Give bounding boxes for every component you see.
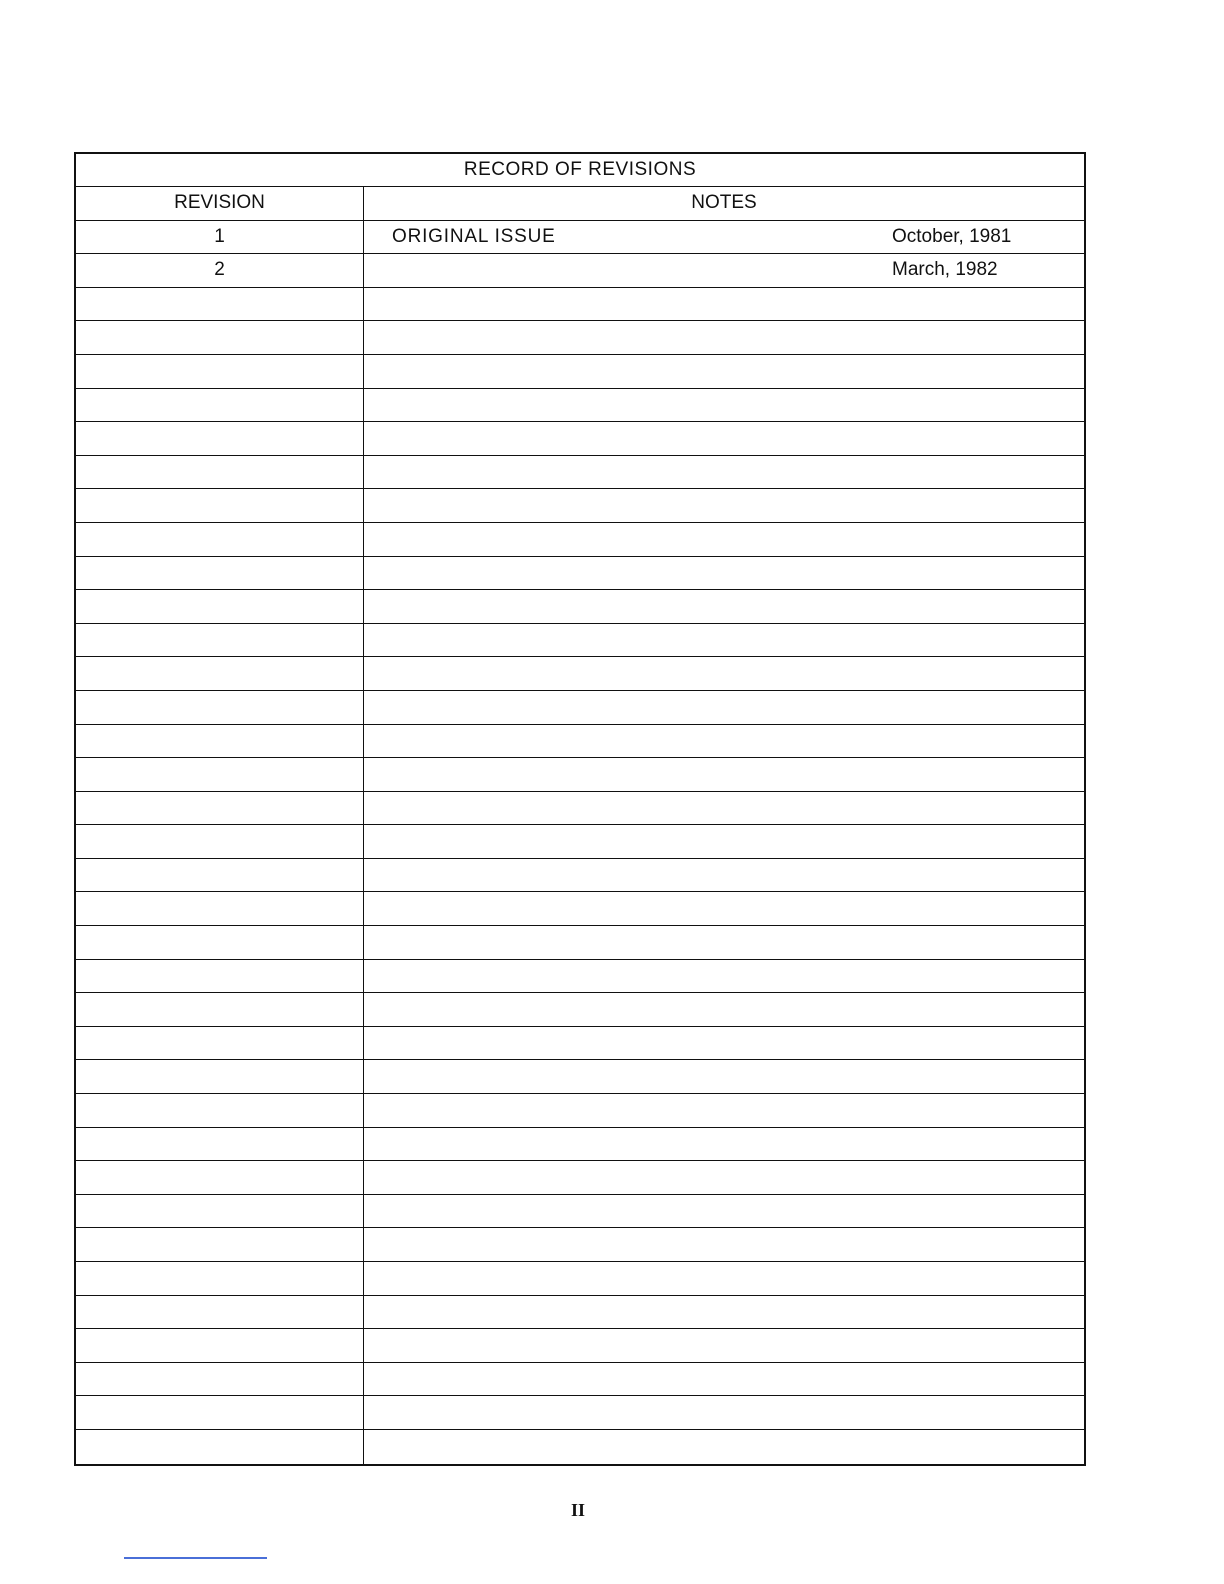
table-row xyxy=(76,993,1084,1027)
table-title: RECORD OF REVISIONS xyxy=(76,154,1084,187)
notes-cell xyxy=(364,825,1084,858)
revision-date: October, 1981 xyxy=(892,225,1012,247)
revision-cell xyxy=(76,725,364,758)
revision-cell xyxy=(76,993,364,1026)
table-row xyxy=(76,1094,1084,1128)
table-row xyxy=(76,1060,1084,1094)
notes-cell xyxy=(364,422,1084,455)
table-row xyxy=(76,1228,1084,1262)
notes-cell xyxy=(364,1128,1084,1161)
revision-cell xyxy=(76,1228,364,1261)
revision-cell xyxy=(76,1329,364,1362)
table-row xyxy=(76,1363,1084,1397)
table-row xyxy=(76,758,1084,792)
revision-cell xyxy=(76,321,364,354)
table-row xyxy=(76,1027,1084,1061)
notes-cell xyxy=(364,389,1084,422)
notes-cell xyxy=(364,758,1084,791)
table-body xyxy=(76,221,1084,1464)
revision-cell xyxy=(76,1430,364,1464)
notes-cell xyxy=(364,624,1084,657)
table-row xyxy=(76,1262,1084,1296)
revision-cell xyxy=(76,1128,364,1161)
notes-cell xyxy=(364,859,1084,892)
revision-cell xyxy=(76,456,364,489)
notes-cell xyxy=(364,1262,1084,1295)
table-row xyxy=(76,960,1084,994)
revision-cell xyxy=(76,1027,364,1060)
notes-cell xyxy=(364,1363,1084,1396)
notes-cell xyxy=(364,1228,1084,1261)
notes-cell xyxy=(364,321,1084,354)
table-row xyxy=(76,792,1084,826)
revision-cell xyxy=(76,926,364,959)
table-row xyxy=(76,859,1084,893)
table-row xyxy=(76,1195,1084,1229)
notes-cell xyxy=(364,355,1084,388)
revision-cell xyxy=(76,1060,364,1093)
table-row xyxy=(76,1296,1084,1330)
notes-cell xyxy=(364,1430,1084,1464)
notes-cell xyxy=(364,892,1084,925)
table-row xyxy=(76,1430,1084,1464)
table-row xyxy=(76,1329,1084,1363)
revision-cell xyxy=(76,389,364,422)
notes-cell xyxy=(364,1329,1084,1362)
table-row xyxy=(76,590,1084,624)
revision-cell xyxy=(76,355,364,388)
revision-cell xyxy=(76,1161,364,1194)
table-row xyxy=(76,892,1084,926)
notes-cell xyxy=(364,792,1084,825)
revision-column-header: REVISION xyxy=(76,187,364,220)
revision-cell xyxy=(76,1195,364,1228)
table-row xyxy=(76,254,1084,288)
notes-cell xyxy=(364,657,1084,690)
table-row xyxy=(76,355,1084,389)
revision-cell xyxy=(76,859,364,892)
notes-cell xyxy=(364,993,1084,1026)
revision-cell xyxy=(76,489,364,522)
revision-cell xyxy=(76,422,364,455)
notes-cell xyxy=(364,1027,1084,1060)
revision-cell xyxy=(76,1094,364,1127)
revision-cell xyxy=(76,1262,364,1295)
table-row xyxy=(76,456,1084,490)
revision-cell xyxy=(76,624,364,657)
table-row xyxy=(76,288,1084,322)
revision-cell xyxy=(76,825,364,858)
notes-cell xyxy=(364,725,1084,758)
table-row xyxy=(76,221,1084,255)
notes-cell xyxy=(364,523,1084,556)
revision-cell xyxy=(76,1363,364,1396)
notes-cell xyxy=(364,691,1084,724)
footer-rule xyxy=(124,1557,267,1559)
notes-cell xyxy=(364,960,1084,993)
notes-cell xyxy=(364,254,1084,287)
revision-cell xyxy=(76,960,364,993)
table-row xyxy=(76,489,1084,523)
table-row xyxy=(76,825,1084,859)
revision-cell xyxy=(76,523,364,556)
revision-cell xyxy=(76,792,364,825)
notes-cell xyxy=(364,456,1084,489)
revision-cell xyxy=(76,758,364,791)
notes-cell xyxy=(364,1296,1084,1329)
table-row xyxy=(76,725,1084,759)
notes-cell xyxy=(364,221,1084,254)
note-text: ORIGINAL ISSUE xyxy=(392,225,556,247)
table-row xyxy=(76,389,1084,423)
table-row xyxy=(76,1128,1084,1162)
notes-cell xyxy=(364,1161,1084,1194)
revision-cell xyxy=(76,691,364,724)
notes-cell xyxy=(364,1396,1084,1429)
revision-cell xyxy=(76,288,364,321)
revision-cell: 2 xyxy=(76,254,364,287)
notes-cell xyxy=(364,926,1084,959)
table-header-row xyxy=(76,187,1084,221)
table-row xyxy=(76,1396,1084,1430)
table-row xyxy=(76,926,1084,960)
revision-cell xyxy=(76,1396,364,1429)
revision-cell xyxy=(76,590,364,623)
revision-date: March, 1982 xyxy=(892,259,998,281)
table-row xyxy=(76,624,1084,658)
notes-cell xyxy=(364,288,1084,321)
notes-cell xyxy=(364,1094,1084,1127)
revisions-table xyxy=(74,152,1086,1466)
table-row xyxy=(76,657,1084,691)
notes-cell xyxy=(364,489,1084,522)
revision-cell xyxy=(76,1296,364,1329)
notes-cell xyxy=(364,590,1084,623)
table-row xyxy=(76,321,1084,355)
table-row xyxy=(76,422,1084,456)
revision-cell: 1 xyxy=(76,221,364,254)
table-row xyxy=(76,1161,1084,1195)
notes-cell xyxy=(364,1195,1084,1228)
revision-cell xyxy=(76,557,364,590)
notes-cell xyxy=(364,557,1084,590)
revision-cell xyxy=(76,657,364,690)
notes-column-header: NOTES xyxy=(691,192,757,214)
table-row xyxy=(76,523,1084,557)
page-number: II xyxy=(570,1500,585,1520)
revision-cell xyxy=(76,892,364,925)
table-row xyxy=(76,691,1084,725)
notes-cell xyxy=(364,1060,1084,1093)
table-row xyxy=(76,557,1084,591)
